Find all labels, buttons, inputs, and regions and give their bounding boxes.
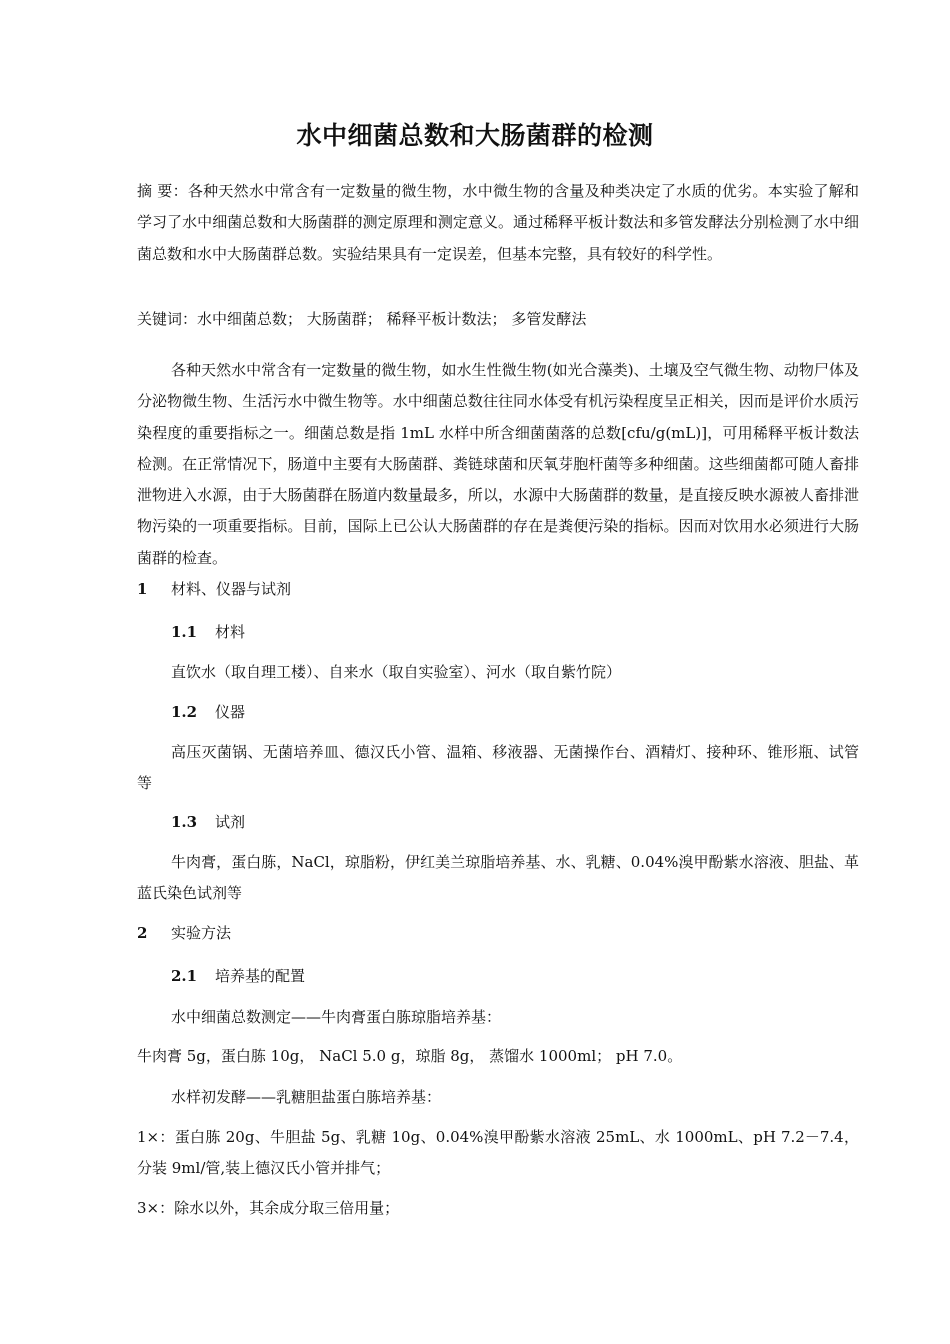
section-1-2-title: 仪器 — [215, 703, 246, 721]
keywords-text: ：水中细菌总数； 大肠菌群； 稀释平板计数法； 多管发酵法 — [182, 310, 587, 328]
abstract-label: 摘 要 — [137, 182, 173, 200]
instruments-text: 高压灭菌锅、无菌培养皿、德汉氏小管、温箱、移液器、无菌操作台、酒精灯、接种环、锥形瓶、试管等 — [137, 743, 859, 793]
section-2-1-heading — [171, 965, 305, 987]
section-2-title: 实验方法 — [171, 924, 232, 942]
section-1-heading — [137, 578, 291, 600]
section-1-1-number: 1.1 — [171, 623, 198, 641]
section-1-2-heading — [171, 701, 245, 723]
lactose-medium-1x-recipe: 1×：蛋白胨 20g、牛胆盐 5g、乳糖 10g、0.04%溴甲酚紫水溶液 25mL、水 1000mL、pH 7.2－7.4，分装 9ml/管,装上德汉氏小管并排气； — [137, 1128, 859, 1178]
keywords-paragraph — [137, 304, 859, 335]
section-2-1-title: 培养基的配置 — [215, 967, 306, 985]
abstract-paragraph — [137, 176, 859, 270]
section-1-3-title: 试剂 — [215, 813, 246, 831]
document-title: 水中细菌总数和大肠菌群的检测 — [296, 121, 654, 150]
section-1-1-title: 材料 — [215, 623, 246, 641]
section-1-2-number: 1.2 — [171, 703, 198, 721]
section-2-number: 2 — [137, 924, 148, 942]
reagents-text: 牛肉膏，蛋白胨，NaCl，琼脂粉，伊红美兰琼脂培养基、水、乳糖、0.04%溴甲酚紫水溶液、胆盐、革蓝氏染色试剂等 — [137, 853, 859, 903]
section-1-3-heading — [171, 811, 245, 833]
section-2-1-number: 2.1 — [171, 967, 198, 985]
lactose-medium-3x-recipe: 3×：除水以外，其余成分取三倍用量； — [137, 1199, 400, 1217]
keywords-label: 关键词 — [137, 310, 183, 328]
abstract-text: ：各种天然水中常含有一定数量的微生物，水中微生物的含量及种类决定了水质的优劣。本实验了解和学习了水中细菌总数和大肠菌群的测定原理和测定意义。通过稀释平板计数法和多管发酵法分别检测了水中细菌总数和水中大肠菌群总数。实验结果具有一定误差，但基本完整，具有较好的科学性。 — [137, 182, 859, 263]
lactose-medium-heading: 水样初发酵——乳糖胆盐蛋白胨培养基： — [171, 1088, 442, 1106]
section-1-number: 1 — [137, 580, 148, 598]
beef-extract-medium-recipe: 牛肉膏 5g，蛋白胨 10g， NaCl 5.0 g，琼脂 8g， 蒸馏水 1000ml； pH 7.0。 — [137, 1047, 683, 1065]
section-2-heading — [137, 922, 231, 944]
section-1-1-heading — [171, 621, 245, 643]
section-1-3-number: 1.3 — [171, 813, 198, 831]
intro-paragraph: 各种天然水中常含有一定数量的微生物，如水生性微生物(如光合藻类)、土壤及空气微生物、动物尸体及分泌物微生物、生活污水中微生物等。水中细菌总数往往同水体受有机污染程度呈正相关，因而是评价水质污染程度的重要指标之一。细菌总数是指 1mL 水样中所含细菌菌落的总数[cfu/g(mL)]，可用稀释平板计数法检测。在正常情况下，肠道中主要有大肠菌群、粪链球菌和厌氧芽胞杆菌等多种细菌。这些细菌都可随人畜排泄物进入水源，由于大肠菌群在肠道内数量最多，所以，水源中大肠菌群的数量，是直接反映水源被人畜排泄物污染的一项重要指标。目前，国际上已公认大肠菌群的存在是粪便污染的指标。因而对饮用水必须进行大肠菌群的检查。 — [137, 361, 859, 567]
section-1-title: 材料、仪器与试剂 — [171, 580, 292, 598]
materials-text: 直饮水（取自理工楼）、自来水（取自实验室）、河水（取自紫竹院） — [171, 663, 622, 681]
beef-extract-medium-heading: 水中细菌总数测定——牛肉膏蛋白胨琼脂培养基： — [171, 1008, 502, 1026]
